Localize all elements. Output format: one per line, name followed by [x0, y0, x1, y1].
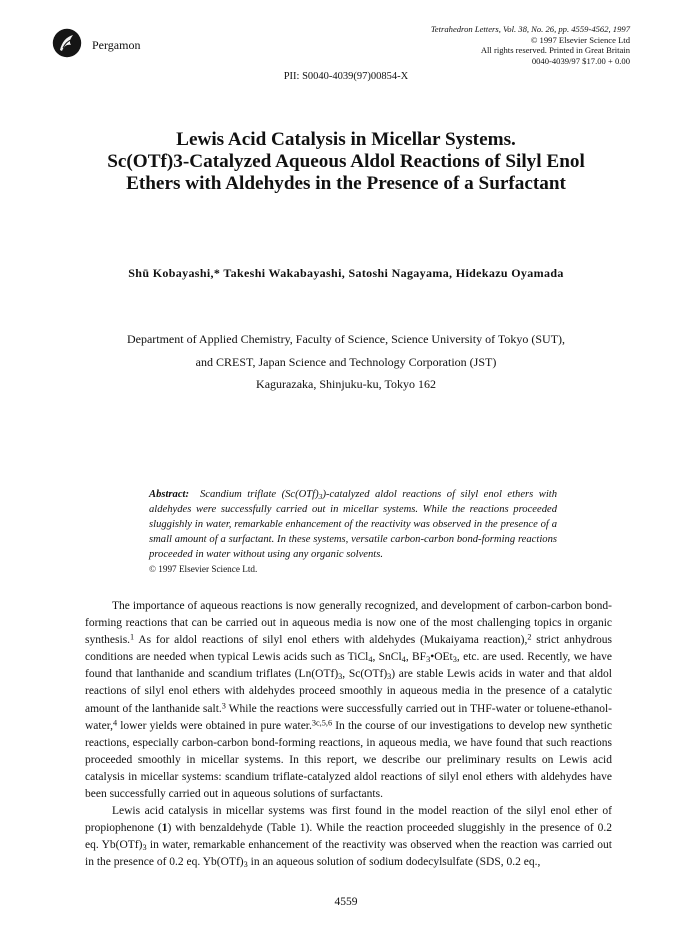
subscript: 3 — [338, 672, 343, 682]
page-number: 4559 — [334, 896, 358, 908]
text-run: While the reactions were successfully carried out in THF-water or toluene-ethanol-water, — [85, 702, 612, 732]
journal-info — [431, 24, 630, 66]
affiliation-line: and CREST, Japan Science and Technology Corporation (JST) — [195, 354, 497, 369]
rights-line: All rights reserved. Printed in Great Britain — [480, 45, 630, 56]
subscript: 3 — [243, 860, 248, 870]
reference-mark: 3c,5,6 — [311, 717, 333, 727]
text-run: As for aldol reactions of silyl enol ethers with aldehydes (Mukaiyama reaction), — [134, 634, 528, 647]
subscript: 3 — [142, 843, 147, 853]
publisher-name: Pergamon — [92, 38, 141, 52]
subscript: 3 — [452, 655, 457, 665]
reference-mark: 2 — [527, 632, 532, 642]
subscript: 3 — [387, 672, 392, 682]
reference-mark: 1 — [130, 632, 135, 642]
subscript: 4 — [401, 655, 406, 665]
text-run: ) with benzaldehyde (Table 1). While the reaction proceeded sluggishly in the presence of 0.2 eq. Yb(OTf) — [85, 822, 612, 852]
text-run: , BF — [405, 651, 427, 664]
text-run: ) are stable Lewis acids in water and that aldol reactions of silyl enol ethers with aldehydes proceed smoothly in aqueous media in the presence of a catalytic amount of the lanthanide salt. — [85, 668, 612, 715]
abstract-label: Abstract: — [149, 489, 190, 500]
text-run: , Sc(OTf) — [342, 668, 388, 681]
abstract-text: Scandium triflate (Sc(OTf) — [200, 489, 319, 500]
author-list: Shū Kobayashi,* Takeshi Wakabayashi, Satoshi Nagayama, Hidekazu Oyamada — [128, 266, 564, 280]
text-run: The importance of aqueous reactions is now generally recognized, and development of carbon-carbon bond-forming reactions that can be carried out in aqueous media is now one of the most challenging topics in organic synthesis. — [85, 600, 612, 647]
price-line: 0040-4039/97 $17.00 + 0.00 — [531, 55, 630, 66]
text-run: , SnCl — [372, 651, 402, 664]
pergamon-logo-icon — [52, 28, 82, 58]
paragraph — [85, 803, 612, 871]
title-line: Ethers with Aldehydes in the Presence of a Surfactant — [126, 173, 566, 194]
text-run: In the course of our investigations to develop new synthetic reactions, especially carbon-carbon bond-forming reactions, in aqueous media, we have found that such reactions proceeded smoothly in micellar systems. In this report, we describe our preliminary results on Lewis acid catalysis in micellar systems: scandium triflate-catalyzed aldol reactions of silyl enol ethers with aldehydes have been successfully carried out in aqueous solutions of surfactants. — [85, 719, 612, 801]
subscript: 3 — [318, 491, 323, 501]
affiliation-line: Kagurazaka, Shinjuku-ku, Tokyo 162 — [256, 377, 436, 391]
text-run: in an aqueous solution of sodium dodecylsulfate (SDS, 0.2 eq., — [247, 856, 541, 869]
paper-title — [40, 129, 652, 195]
title-line: Lewis Acid Catalysis in Micellar Systems. — [176, 129, 516, 150]
abstract-copyright: © 1997 Elsevier Science Ltd. — [149, 564, 258, 574]
subscript: 4 — [368, 655, 373, 665]
text-run: Lewis acid catalysis in micellar systems was first found in the model reaction of the silyl enol ether of propiophenone ( — [85, 805, 612, 835]
affiliation-line: Department of Applied Chemistry, Faculty of Science, Science University of Tokyo (SUT), — [126, 332, 566, 346]
compound-number: 1 — [161, 822, 168, 835]
body-text — [85, 598, 612, 872]
text-run: in water, remarkable enhancement of the reactivity was observed when the reaction was carried out in the presence of 0.2 eq. Yb(OTf) — [85, 839, 612, 869]
title-line: Sc(OTf)3-Catalyzed Aqueous Aldol Reactions of Silyl Enol — [107, 151, 585, 172]
subscript: 3 — [426, 655, 431, 665]
journal-citation: Tetrahedron Letters, Vol. 38, No. 26, pp. 4559-4562, 1997 — [430, 24, 630, 34]
affiliation — [40, 328, 652, 396]
copyright-line: © 1997 Elsevier Science Ltd — [530, 34, 630, 45]
text-run: strict anhydrous conditions are needed when typical Lewis acids such as TiCl — [85, 634, 612, 664]
text-run: , etc. are used. Recently, we have found that lanthanide and scandium triflates (Ln(OTf) — [85, 651, 612, 681]
paragraph — [85, 598, 612, 803]
reference-mark: 4 — [112, 717, 118, 727]
pii-identifier: PII: S0040-4039(97)00854-X — [283, 71, 409, 82]
reference-mark: 3 — [221, 700, 226, 710]
text-run: lower yields were obtained in pure water. — [117, 719, 312, 732]
abstract-text: )-catalyzed aldol reactions of silyl enol ethers with aldehydes were successfully carried out in micellar systems. While the reactions proceeded sluggishly in water, remarkable enhancement of the reactivity was observed in the presence of a small amount of a surfactant. In these systems, versatile carbon-carbon bond-forming reactions proceeded in water without using any organic solvents. — [149, 489, 557, 560]
text-run: •OEt — [430, 651, 453, 664]
abstract — [149, 487, 557, 577]
